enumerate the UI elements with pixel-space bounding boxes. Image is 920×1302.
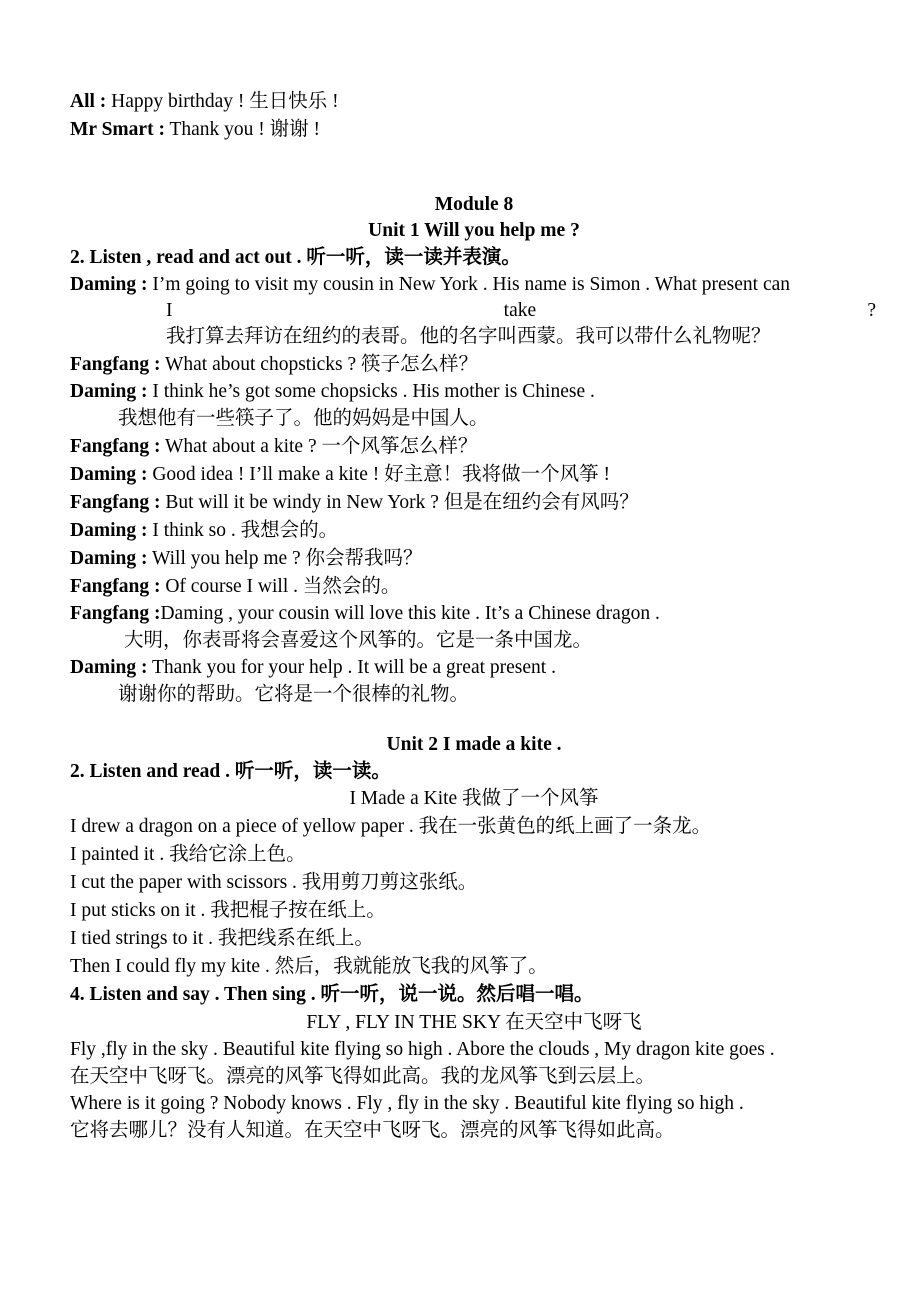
song-line: Fly ,fly in the sky . Beautiful kite flying so high . Abore the clouds , My dragon kite goes . <box>70 1039 775 1060</box>
dialogue-line <box>70 88 878 116</box>
dialogue-text: Of course I will . 当然会的。 <box>160 576 401 597</box>
dialogue-text: I think he’s got some chopsicks . His mother is Chinese . <box>147 381 595 402</box>
speaker-label: Mr Smart : <box>70 119 165 140</box>
translation-line: 谢谢你的帮助。它将是一个很棒的礼物。 <box>118 684 470 705</box>
poem-line: I painted it . 我给它涂上色。 <box>70 844 306 865</box>
dialogue-line <box>70 351 878 379</box>
unit1-title: Unit 1 Will you help me ? <box>368 220 580 241</box>
dialogue-text: Thank you for your help . It will be a great present . <box>147 657 556 678</box>
spacer <box>70 709 878 731</box>
poem-line: I put sticks on it . 我把棍子按在纸上。 <box>70 900 386 921</box>
poem-line: I drew a dragon on a piece of yellow paper . 我在一张黄色的纸上画了一条龙。 <box>70 816 712 837</box>
speaker-label: Daming : <box>70 520 148 541</box>
dialogue-continuation <box>70 299 878 323</box>
poem-line: Then I could fly my kite . 然后，我就能放飞我的风筝了。 <box>70 956 548 977</box>
speaker-label: Daming : <box>70 657 148 678</box>
speaker-label: Fangfang : <box>70 576 161 597</box>
poem-line: I tied strings to it . 我把线系在纸上。 <box>70 928 374 949</box>
dialogue-line <box>70 271 878 299</box>
song-line: 在天空中飞呀飞。漂亮的风筝飞得如此高。我的龙风筝飞到云层上。 <box>70 1066 656 1087</box>
dialogue-text: But will it be windy in New York ? 但是在纽约会有风吗？ <box>160 492 639 513</box>
word: ? <box>867 300 876 321</box>
translation-line: 我想他有一些筷子了。他的妈妈是中国人。 <box>118 408 489 429</box>
translation-line: 我打算去拜访在纽约的表哥。他的名字叫西蒙。我可以带什么礼物呢？ <box>166 326 771 347</box>
dialogue-line <box>70 489 878 517</box>
unit2-section4-heading: 4. Listen and say . Then sing . 听一听，说一说。然后唱一唱。 <box>70 984 594 1005</box>
speaker-label: Daming : <box>70 274 148 295</box>
unit2-title: Unit 2 I made a kite . <box>386 734 562 755</box>
dialogue-line <box>70 116 878 144</box>
dialogue-line <box>70 379 878 405</box>
speaker-label: Daming : <box>70 381 148 402</box>
dialogue-text: Thank you ! 谢谢 ! <box>164 119 321 140</box>
speaker-label: All : <box>70 91 107 112</box>
poem-title: I Made a Kite 我做了一个风筝 <box>349 788 599 809</box>
dialogue-text: Good idea ! I’ll make a kite ! 好主意！我将做一个风筝 ! <box>147 464 610 485</box>
dialogue-text: Daming , your cousin will love this kite . It’s a Chinese dragon . <box>160 603 660 624</box>
dialogue-line <box>70 573 878 601</box>
module-title: Module 8 <box>434 194 514 215</box>
dialogue-line <box>70 601 878 627</box>
dialogue-text: I’m going to visit my cousin in New York . His name is Simon . What present can <box>147 274 791 295</box>
dialogue-line <box>70 655 878 681</box>
unit2-section-heading: 2. Listen and read . 听一听，读一读。 <box>70 761 391 782</box>
song-title: FLY , FLY IN THE SKY 在天空中飞呀飞 <box>306 1012 642 1033</box>
speaker-label: Fangfang : <box>70 492 161 513</box>
speaker-label: Fangfang : <box>70 603 161 624</box>
document-page <box>70 88 878 1145</box>
dialogue-text: Happy birthday ! 生日快乐 ! <box>106 91 339 112</box>
song-line: 它将去哪儿？没有人知道。在天空中飞呀飞。漂亮的风筝飞得如此高。 <box>70 1120 675 1141</box>
word: I <box>166 300 173 321</box>
song-line: Where is it going ? Nobody knows . Fly , fly in the sky . Beautiful kite flying so high . <box>70 1093 744 1114</box>
translation-line: 大明，你表哥将会喜爱这个风筝的。它是一条中国龙。 <box>124 630 593 651</box>
dialogue-text: What about chopsticks ? 筷子怎么样？ <box>160 354 479 375</box>
dialogue-text: What about a kite ? 一个风筝怎么样？ <box>160 436 478 457</box>
speaker-label: Fangfang : <box>70 436 161 457</box>
dialogue-text: Will you help me ? 你会帮我吗？ <box>147 548 423 569</box>
dialogue-line <box>70 517 878 545</box>
dialogue-line <box>70 433 878 461</box>
dialogue-line <box>70 461 878 489</box>
poem-line: I cut the paper with scissors . 我用剪刀剪这张纸。 <box>70 872 478 893</box>
word: take <box>503 300 537 321</box>
speaker-label: Daming : <box>70 548 148 569</box>
speaker-label: Daming : <box>70 464 148 485</box>
speaker-label: Fangfang : <box>70 354 161 375</box>
unit1-section-heading: 2. Listen , read and act out . 听一听，读一读并表演。 <box>70 247 521 268</box>
dialogue-line <box>70 545 878 573</box>
dialogue-text: I think so . 我想会的。 <box>147 520 339 541</box>
